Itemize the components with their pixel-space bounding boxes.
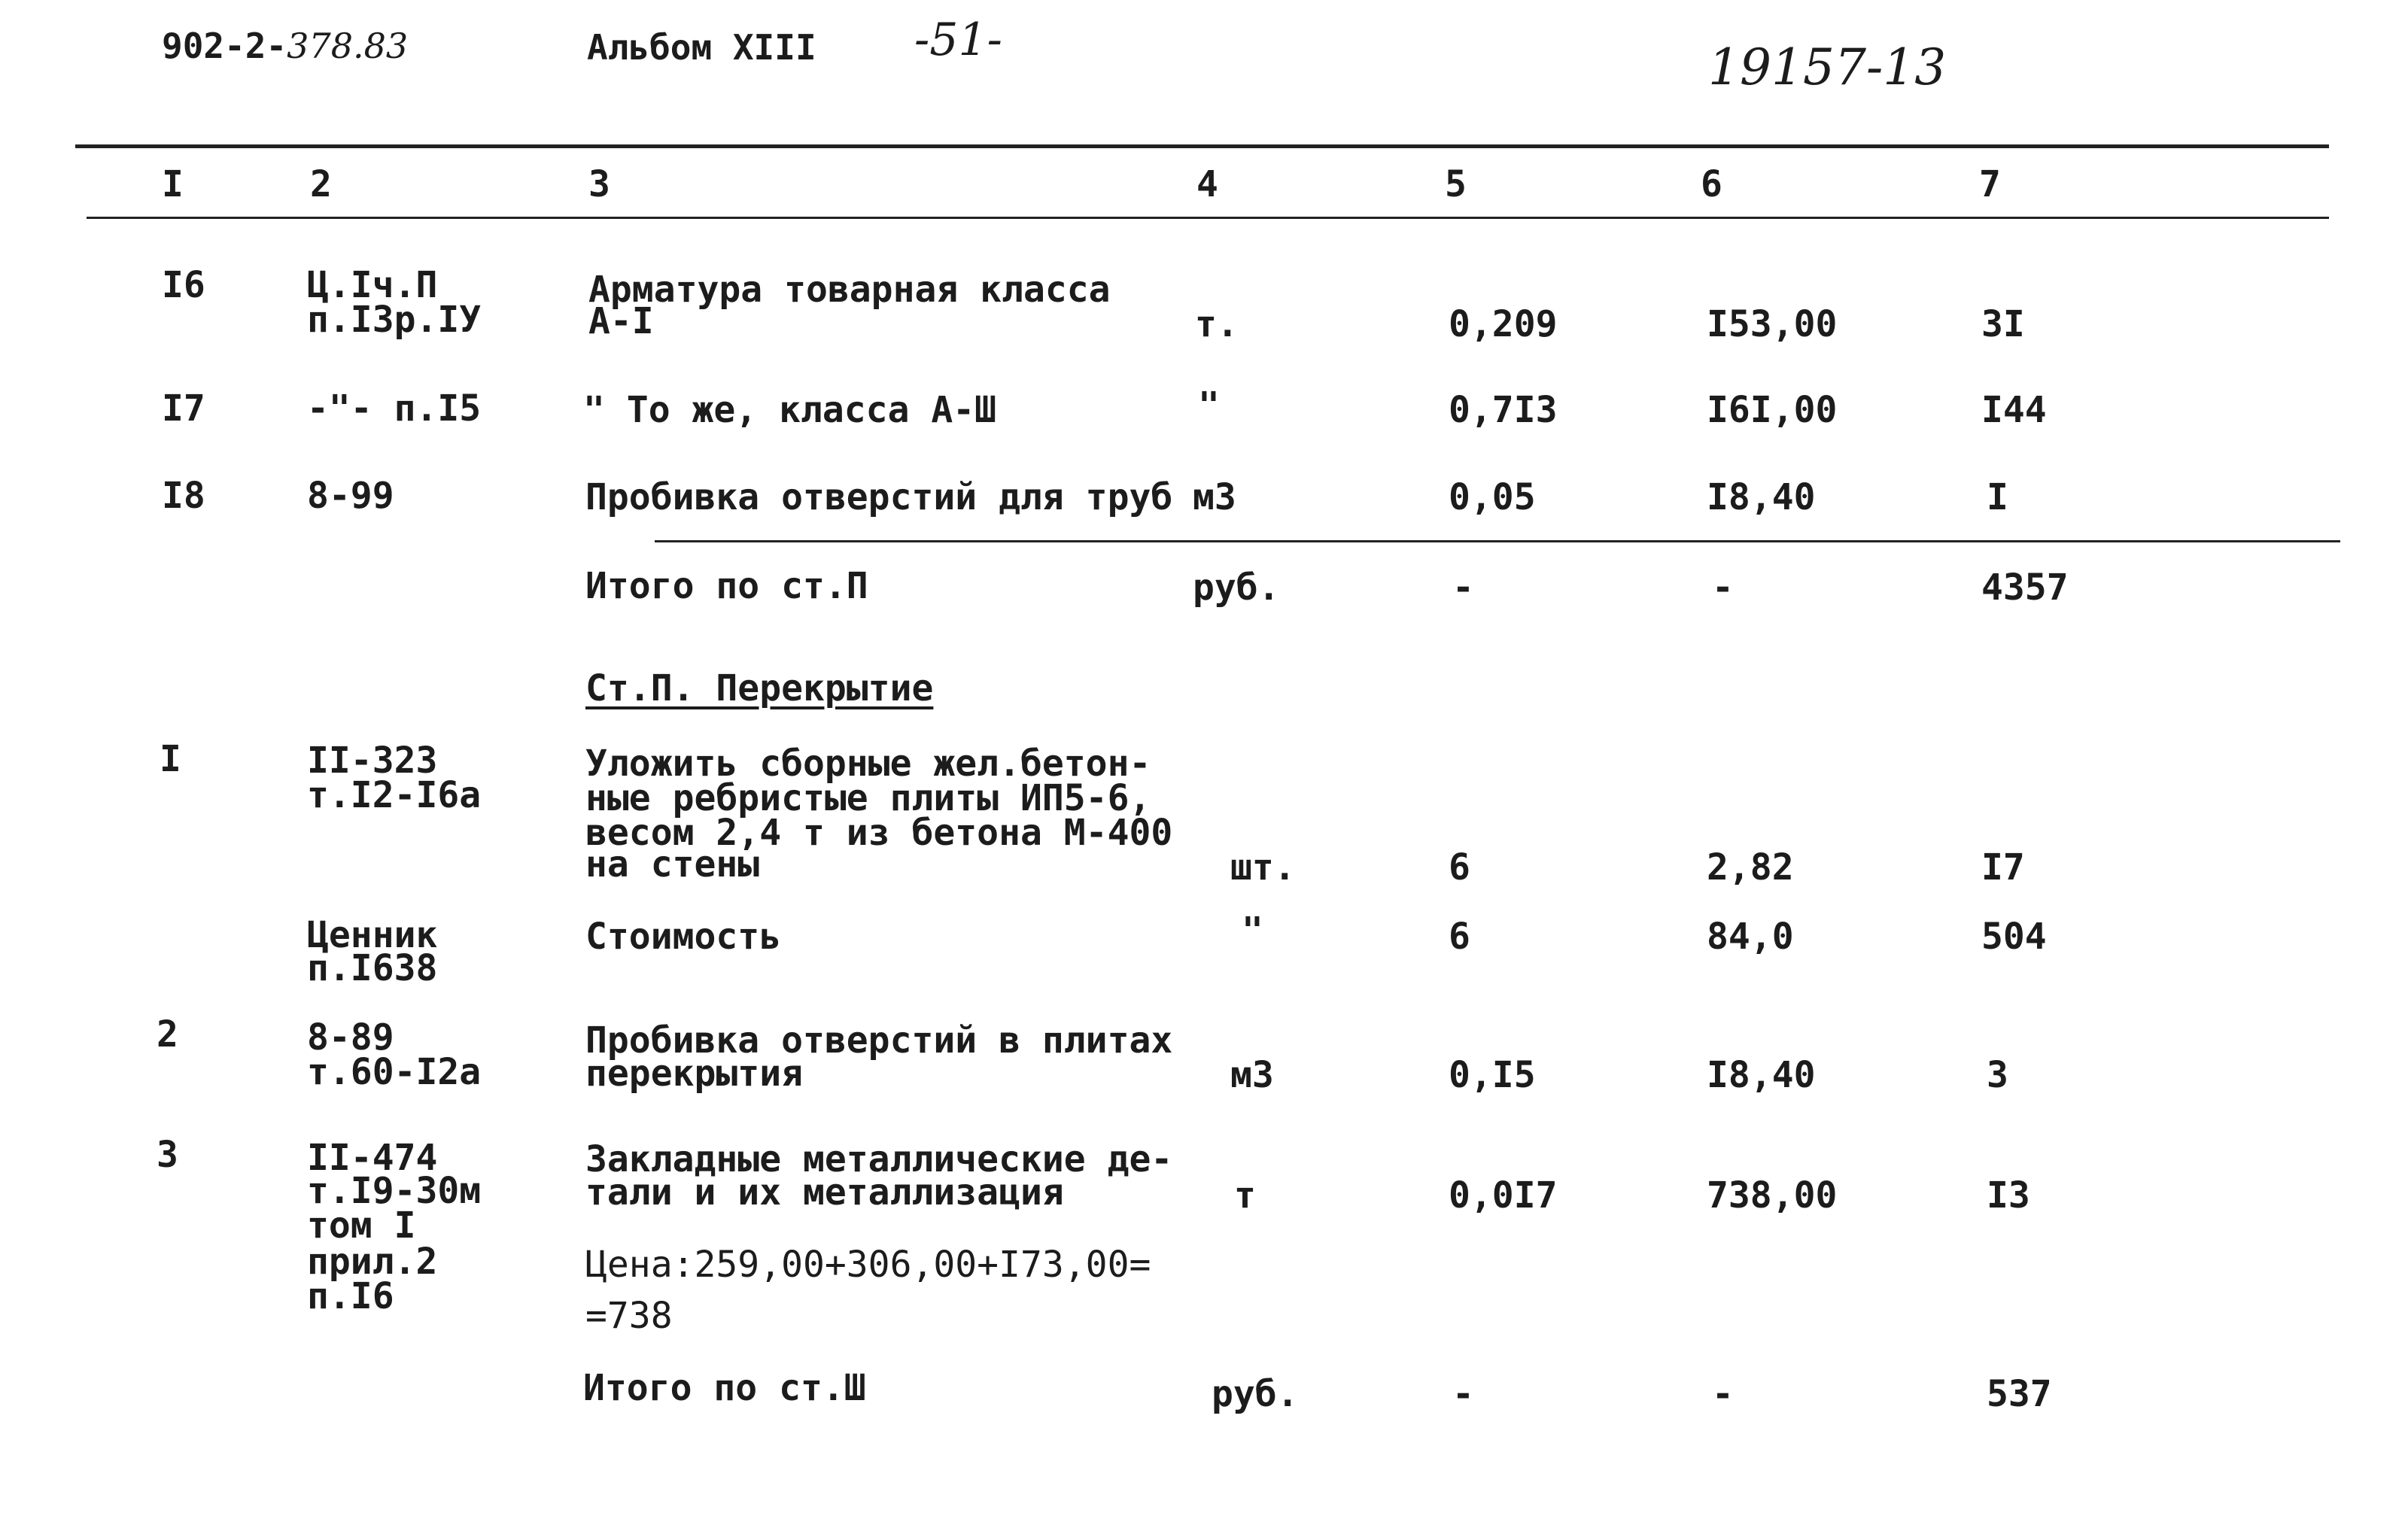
ref-line: 8-99 [307, 475, 394, 517]
total-cell: 3I [1981, 303, 2025, 345]
ref-line: п.I6 [307, 1275, 394, 1317]
qty-cell: 6 [1449, 846, 1470, 889]
ref-line: Ценник [307, 914, 438, 956]
price-cell: I8,40 [1707, 476, 1816, 518]
total-cell: 504 [1981, 916, 2047, 958]
subtotal-total: 4357 [1981, 567, 2069, 609]
subtotal-total: 537 [1987, 1373, 2052, 1415]
col-header-2: 2 [310, 163, 332, 205]
item-name-line: на стены [585, 843, 760, 886]
item-name-line: ные ребристые плиты ИП5-6, [585, 777, 1151, 819]
inventory-number: 19157-13 [1708, 38, 1947, 96]
unit-cell: " [1198, 384, 1220, 427]
item-name-line: Уложить сборные жел.бетон- [585, 743, 1151, 785]
item-name-line: Стоимость [585, 916, 782, 958]
col-header-1: I [162, 163, 184, 205]
price-cell: 738,00 [1707, 1174, 1838, 1217]
col-header-4: 4 [1196, 163, 1218, 205]
subtotal-price: - [1712, 1373, 1734, 1415]
ref-line: том I [307, 1204, 416, 1247]
doc-code-handwritten: 378.83 [287, 26, 409, 66]
qty-cell: 6 [1449, 916, 1470, 958]
subtotal-price: - [1712, 567, 1734, 609]
col-header-6: 6 [1701, 163, 1722, 205]
unit-cell: т [1234, 1174, 1256, 1217]
price-note-line: =738 [585, 1295, 673, 1337]
price-cell: 2,82 [1707, 846, 1794, 889]
price-cell: I53,00 [1707, 303, 1838, 345]
ref-line: т.I9-30м [307, 1170, 482, 1212]
header-rule [87, 217, 2329, 219]
total-cell: 3 [1987, 1054, 2008, 1096]
unit-cell: шт. [1230, 846, 1296, 889]
col-header-3: 3 [588, 163, 610, 205]
subtotal-unit: руб. [1212, 1373, 1299, 1415]
item-name-line: Закладные металлические де- [585, 1138, 1173, 1180]
subtotal-rule [655, 540, 2340, 542]
qty-cell: 0,209 [1449, 303, 1558, 345]
unit-cell: м3 [1230, 1054, 1274, 1096]
section-title: Ст.П. Перекрытие [585, 667, 934, 709]
row-number: I [160, 738, 181, 780]
subtotal-label: Итого по ст.Ш [583, 1367, 866, 1409]
subtotal-qty: - [1452, 567, 1474, 609]
ref-line: -"- п.I5 [307, 387, 482, 430]
ref-line: прил.2 [307, 1241, 438, 1283]
ref-line: II-474 [307, 1137, 438, 1179]
price-cell: I8,40 [1707, 1054, 1816, 1096]
item-name-line: А-I [588, 300, 654, 342]
total-cell: I [1987, 476, 2008, 518]
item-name-line: весом 2,4 т из бетона М-400 [585, 812, 1173, 854]
doc-code-printed: 902-2- [162, 26, 287, 66]
ref-line: 8-89 [307, 1016, 394, 1059]
col-header-5: 5 [1445, 163, 1467, 205]
page-number: -51- [914, 14, 1002, 66]
item-name-line: Арматура товарная класса [588, 269, 1111, 311]
subtotal-label: Итого по ст.П [585, 565, 868, 607]
price-cell: 84,0 [1707, 916, 1794, 958]
qty-cell: 0,I5 [1449, 1054, 1536, 1096]
row-number: 3 [157, 1134, 178, 1176]
unit-cell: " [1242, 910, 1263, 952]
item-name-line: Пробивка отверстий для труб [585, 476, 1173, 518]
row-number: I6 [162, 264, 205, 306]
item-name-line: перекрытия [585, 1053, 803, 1095]
album-label: Альбом XIII [587, 27, 816, 68]
item-name-line: тали и их металлизация [585, 1171, 1064, 1214]
qty-cell: 0,7I3 [1449, 389, 1558, 431]
doc-code [162, 26, 409, 66]
row-number: I8 [162, 475, 205, 517]
subtotal-qty: - [1452, 1373, 1474, 1415]
price-cell: I6I,00 [1707, 389, 1838, 431]
ref-line: т.I2-I6а [307, 774, 482, 816]
total-cell: I44 [1981, 389, 2047, 431]
ref-line: п.I638 [307, 947, 438, 989]
total-cell: I3 [1987, 1174, 2030, 1217]
row-number: I7 [162, 387, 205, 430]
unit-cell: м3 [1193, 476, 1236, 518]
top-rule [75, 144, 2329, 148]
price-note-line: Цена:259,00+306,00+I73,00= [585, 1244, 1151, 1286]
item-name-line: Пробивка отверстий в плитах [585, 1019, 1173, 1062]
ref-line: Ц.Iч.П [307, 264, 438, 306]
ref-line: II-323 [307, 740, 438, 782]
ref-line: п.I3р.IУ [307, 299, 482, 341]
ref-line: т.60-I2а [307, 1051, 482, 1093]
row-number: 2 [157, 1013, 178, 1056]
unit-cell: т. [1195, 303, 1239, 345]
col-header-7: 7 [1979, 163, 2001, 205]
qty-cell: 0,0I7 [1449, 1174, 1558, 1217]
qty-cell: 0,05 [1449, 476, 1536, 518]
item-name-line: " То же, класса А-Ш [583, 389, 997, 431]
total-cell: I7 [1981, 846, 2025, 889]
subtotal-unit: руб. [1193, 567, 1280, 609]
